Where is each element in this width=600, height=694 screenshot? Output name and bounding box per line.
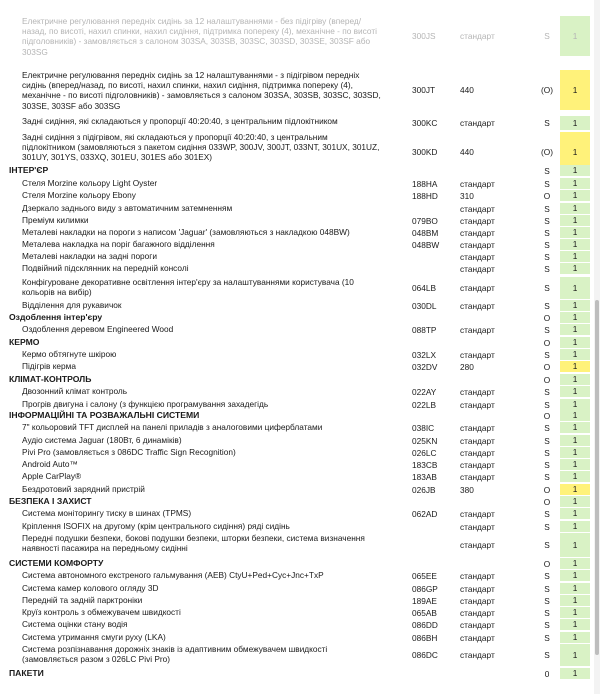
option-description: Двозонний клімат контроль: [22, 386, 128, 396]
option-description: Бездротовий зарядний пристрій: [22, 484, 145, 494]
option-price: стандарт: [460, 283, 495, 293]
table-row: [0, 227, 600, 238]
option-price: стандарт: [460, 471, 495, 482]
table-row: [0, 435, 600, 446]
availability-status: S: [544, 459, 550, 470]
option-price: стандарт: [460, 399, 495, 410]
table-row: [0, 459, 600, 470]
option-price: стандарт: [460, 300, 495, 311]
availability-status: S: [544, 239, 550, 250]
option-flag-cell: 1: [560, 337, 590, 348]
option-flag-cell: 1: [560, 324, 590, 335]
option-description: Android Auto™: [22, 459, 78, 469]
option-flag-cell: 1: [560, 459, 590, 470]
option-description: Дзеркало заднього виду з автоматичним затемненням: [22, 203, 233, 213]
option-price: стандарт: [460, 459, 495, 470]
availability-status: S: [544, 570, 550, 581]
availability-status: S: [544, 607, 550, 618]
availability-status: S: [544, 31, 550, 41]
option-code: 300KD: [412, 147, 438, 157]
option-code: 025KN: [412, 435, 438, 446]
option-flag-cell: 1: [560, 374, 590, 385]
option-flag-cell: 1: [560, 435, 590, 446]
option-code: 062AD: [412, 508, 438, 519]
option-flag-cell: 1: [560, 533, 590, 557]
option-code: 183CB: [412, 459, 438, 470]
option-description: Преміум килимки: [22, 215, 89, 225]
option-description: Прогрів двигуна і салону (з функцією програмування захадегідь: [22, 399, 269, 409]
table-row: [0, 471, 600, 482]
table-row: [0, 447, 600, 458]
availability-status: S: [544, 632, 550, 643]
table-row: [0, 300, 600, 311]
option-code: 086GP: [412, 583, 438, 594]
option-flag-cell: 1: [560, 508, 590, 519]
availability-status: O: [543, 337, 551, 348]
table-row: [0, 484, 600, 495]
section-header-row: [0, 668, 600, 679]
option-code: 188HD: [412, 190, 438, 201]
option-price: стандарт: [460, 251, 495, 262]
option-price: стандарт: [460, 508, 495, 519]
option-description: Кермо обтягнуте шкірою: [22, 349, 117, 359]
option-description: Система моніторингу тиску в шинах (TPMS): [22, 508, 192, 518]
option-flag-cell: 1: [560, 644, 590, 666]
option-flag-cell: 1: [560, 239, 590, 250]
option-flag-cell: 1: [560, 300, 590, 311]
table-row: [0, 595, 600, 606]
section-header-row: [0, 496, 600, 507]
option-description: Підігрів керма: [22, 361, 76, 371]
option-description: Apple CarPlay®: [22, 471, 82, 481]
availability-status: S: [544, 595, 550, 606]
table-row: [0, 215, 600, 226]
option-description: Подвійний підсклянник на передній консолі: [22, 263, 189, 273]
table-row: [0, 190, 600, 201]
option-flag-cell: 1: [560, 215, 590, 226]
option-price: стандарт: [460, 118, 495, 128]
option-flag-cell: 1: [560, 277, 590, 299]
availability-status: S: [544, 300, 550, 311]
availability-status: S: [544, 118, 550, 128]
table-row: [0, 508, 600, 519]
option-code: 086BH: [412, 632, 438, 643]
option-price: 440: [460, 85, 474, 95]
option-code: 300JT: [412, 85, 436, 95]
option-description: Металеві накладки на пороги з написом 'Jaguar' (замовляються з накладкою 048BW): [22, 227, 350, 237]
availability-status: S: [544, 583, 550, 594]
option-flag-cell: 1: [560, 251, 590, 262]
option-price: стандарт: [460, 324, 495, 335]
option-flag-cell: 1: [560, 227, 590, 238]
option-flag-cell: 1: [560, 165, 590, 176]
table-row: [0, 361, 600, 372]
option-flag-cell: 1: [560, 16, 590, 56]
section-title: ІНТЕР'ЄР: [9, 165, 49, 175]
option-price: стандарт: [460, 650, 495, 660]
option-price: стандарт: [460, 215, 495, 226]
option-price: стандарт: [460, 632, 495, 643]
option-price: стандарт: [460, 583, 495, 594]
option-code: 026LC: [412, 447, 437, 458]
availability-status: 0: [544, 668, 550, 679]
availability-status: S: [544, 215, 550, 226]
option-flag-cell: 1: [560, 521, 590, 532]
availability-status: S: [544, 471, 550, 482]
option-flag-cell: 1: [560, 190, 590, 201]
section-title: ПАКЕТИ: [9, 668, 44, 678]
option-description: Система утримання смуги руху (LKA): [22, 632, 166, 642]
option-description: Передній та задній парктроніки: [22, 595, 143, 605]
option-flag-cell: 1: [560, 399, 590, 410]
option-flag-cell: 1: [560, 70, 590, 110]
option-flag-cell: 1: [560, 349, 590, 360]
section-header-row: [0, 312, 600, 323]
option-price: 380: [460, 484, 474, 495]
scrollbar-thumb[interactable]: [595, 300, 599, 655]
option-price: 440: [460, 147, 474, 157]
availability-status: (O): [541, 147, 553, 157]
option-code: 026JB: [412, 484, 436, 495]
option-price: стандарт: [460, 540, 495, 550]
table-row: [0, 349, 600, 360]
option-description: Оздоблення деревом Engineered Wood: [22, 324, 174, 334]
option-price: стандарт: [460, 435, 495, 446]
option-code: 038IC: [412, 422, 435, 433]
option-flag-cell: 1: [560, 447, 590, 458]
table-row: [0, 399, 600, 410]
table-row: [0, 583, 600, 594]
availability-status: S: [544, 508, 550, 519]
option-price: стандарт: [460, 227, 495, 238]
option-flag-cell: 1: [560, 386, 590, 397]
table-row: [0, 607, 600, 618]
table-row: [0, 570, 600, 581]
table-row: [0, 521, 600, 532]
section-title: БЕЗПЕКА І ЗАХИСТ: [9, 496, 92, 506]
table-row: [0, 422, 600, 433]
option-flag-cell: 1: [560, 361, 590, 372]
availability-status: O: [543, 484, 551, 495]
option-code: 065AB: [412, 607, 437, 618]
option-description: Система камер колового огляду 3D: [22, 583, 159, 593]
option-price: стандарт: [460, 178, 495, 189]
option-flag-cell: 1: [560, 410, 590, 421]
availability-status: O: [543, 361, 551, 372]
section-header-row: [0, 374, 600, 385]
section-header-row: [0, 558, 600, 569]
option-description: Аудіо система Jaguar (180Вт, 6 динаміків): [22, 435, 182, 445]
option-price: стандарт: [460, 619, 495, 630]
availability-status: S: [544, 435, 550, 446]
option-code: 022LB: [412, 399, 436, 410]
availability-status: S: [544, 283, 550, 293]
option-description: Задні сидіння, які складаються у пропорції 40:20:40, з центральним підлокітником: [22, 116, 338, 126]
section-title: ІНФОРМАЦІЙНІ ТА РОЗВАЖАЛЬНІ СИСТЕМИ: [9, 410, 200, 420]
option-price: стандарт: [460, 203, 495, 214]
option-flag-cell: 1: [560, 632, 590, 643]
option-flag-cell: 1: [560, 422, 590, 433]
option-code: 022AY: [412, 386, 437, 397]
availability-status: S: [544, 619, 550, 630]
table-row: [0, 239, 600, 250]
option-flag-cell: 1: [560, 263, 590, 274]
option-price: стандарт: [460, 386, 495, 397]
availability-status: S: [544, 650, 550, 660]
availability-status: O: [543, 410, 551, 421]
availability-status: S: [544, 178, 550, 189]
availability-status: O: [543, 558, 551, 569]
option-flag-cell: 1: [560, 583, 590, 594]
option-code: 183AB: [412, 471, 437, 482]
section-title: СИСТЕМИ КОМФОРТУ: [9, 558, 104, 568]
option-description: Стеля Morzine кольору Ebony: [22, 190, 136, 200]
option-code: 064LB: [412, 283, 436, 293]
option-price: 310: [460, 190, 474, 201]
option-description: Система розпізнавання дорожніх знаків із адаптивним обмежувачем швидкості (замовляється разом з 026LC Pivi Pro): [22, 644, 328, 665]
table-row: [0, 533, 600, 557]
option-flag-cell: 1: [560, 496, 590, 507]
availability-status: S: [544, 540, 550, 550]
option-description: Система автономного екстреного гальмування (AEB) CtyU+Ped+Cyc+Jnc+TxP: [22, 570, 324, 580]
option-price: стандарт: [460, 31, 495, 41]
scrollbar[interactable]: [594, 0, 600, 694]
option-flag-cell: 1: [560, 116, 590, 130]
availability-status: O: [543, 374, 551, 385]
section-title: Оздоблення інтер'єру: [9, 312, 103, 322]
availability-status: S: [544, 521, 550, 532]
option-code: 088TP: [412, 324, 437, 335]
option-code: 086DD: [412, 619, 438, 630]
option-code: 032DV: [412, 361, 438, 372]
table-row: [0, 632, 600, 643]
option-description: Круїз контроль з обмежувачем швидкості: [22, 607, 181, 617]
availability-status: O: [543, 496, 551, 507]
option-flag-cell: 1: [560, 203, 590, 214]
availability-status: S: [544, 399, 550, 410]
option-flag-cell: 1: [560, 178, 590, 189]
option-flag-cell: 1: [560, 484, 590, 495]
table-row: [0, 644, 600, 666]
option-code: 048BW: [412, 239, 440, 250]
option-code: 030DL: [412, 300, 437, 311]
section-title: КЛІМАТ-КОНТРОЛЬ: [9, 374, 92, 384]
availability-status: S: [544, 263, 550, 274]
option-flag-cell: 1: [560, 607, 590, 618]
option-price: стандарт: [460, 422, 495, 433]
option-description: Конфігуроване декоративне освітлення інтер'єру за налаштуваннями користувача (10 кольорів на вибір): [22, 277, 354, 298]
availability-status: O: [543, 190, 551, 201]
option-price: стандарт: [460, 239, 495, 250]
option-description: Металева накладка на поріг багажного відділення: [22, 239, 215, 249]
option-description: Задні сидіння з підігрівом, які складаються у пропорції 40:20:40, з центральним підлокітником (замовляються з пакетом сидіння 033WP, 300JV, 300JT, 033NT, 301UX, 301UZ, 301UY, 301YS, 033XQ, 301EU, 301ES або 301EX): [22, 132, 380, 163]
table-row: [0, 203, 600, 214]
table-row: [0, 116, 600, 130]
availability-status: S: [544, 349, 550, 360]
option-code: 300JS: [412, 31, 436, 41]
option-price: стандарт: [460, 607, 495, 618]
option-price: стандарт: [460, 570, 495, 581]
table-row: [0, 277, 600, 299]
option-flag-cell: 1: [560, 312, 590, 323]
option-description: Стеля Morzine кольору Light Oyster: [22, 178, 158, 188]
table-row: [0, 251, 600, 262]
table-row: [0, 263, 600, 274]
option-description: Pivi Pro (замовляється з 086DC Traffic Sign Recognition): [22, 447, 236, 457]
table-row: [0, 324, 600, 335]
option-code: 189AE: [412, 595, 437, 606]
option-description: Електричне регулювання передніх сидінь за 12 налаштуваннями - з підігрівом передніх сидінь (вперед/назад, по висоті, нахил спинки, нахил сидіння, підтримка попереку (4), механічне - по висоті підголовників) - замовляється з салоном 303SA, 303SB, 303SC, 303SD, 303SE, 303SF або 303SG: [22, 70, 381, 111]
option-code: 048BM: [412, 227, 439, 238]
option-price: 280: [460, 361, 474, 372]
option-description: Система оцінки стану водія: [22, 619, 128, 629]
option-description: Кріплення ISOFIX на другому (крім центрального сидіння) ряді сидінь: [22, 521, 290, 531]
option-flag-cell: 1: [560, 570, 590, 581]
option-code: 079BO: [412, 215, 438, 226]
availability-status: S: [544, 324, 550, 335]
option-description: Відділення для рукавичок: [22, 300, 122, 310]
availability-status: O: [543, 312, 551, 323]
option-code: 065EE: [412, 570, 437, 581]
section-header-row: [0, 165, 600, 176]
option-flag-cell: 1: [560, 595, 590, 606]
availability-status: S: [544, 203, 550, 214]
availability-status: S: [544, 227, 550, 238]
availability-status: S: [544, 422, 550, 433]
availability-status: S: [544, 386, 550, 397]
option-price: стандарт: [460, 263, 495, 274]
table-row: [0, 178, 600, 189]
option-flag-cell: 1: [560, 132, 590, 172]
section-header-row: [0, 337, 600, 348]
option-code: 086DC: [412, 650, 438, 660]
option-price: стандарт: [460, 349, 495, 360]
availability-status: S: [544, 165, 550, 176]
option-description: Електричне регулювання передніх сидінь за 12 налаштуваннями - без підігріву (вперед/назад, по висоті, нахил спинки, нахил сидіння, підтримка попереку (4), механічне - по висоті підголовників) - замовляється з салоном 303SA, 303SB, 303SC, 303SD, 303SE, 303SF або 303SG: [22, 16, 377, 57]
option-flag-cell: 1: [560, 619, 590, 630]
availability-status: S: [544, 251, 550, 262]
option-flag-cell: 1: [560, 471, 590, 482]
table-row: [0, 70, 600, 110]
option-price: стандарт: [460, 595, 495, 606]
option-description: Передні подушки безпеки, бокові подушки безпеки, шторки безпеки, система визначення наявності пасажира на передньому сидінні: [22, 533, 365, 554]
option-code: 032LX: [412, 349, 436, 360]
table-row: [0, 16, 600, 56]
option-code: 300KC: [412, 118, 438, 128]
table-row: [0, 386, 600, 397]
availability-status: S: [544, 447, 550, 458]
option-price: стандарт: [460, 447, 495, 458]
option-flag-cell: 1: [560, 668, 590, 679]
option-price: стандарт: [460, 521, 495, 532]
option-flag-cell: 1: [560, 558, 590, 569]
availability-status: (O): [541, 85, 553, 95]
option-description: Металеві накладки на задні пороги: [22, 251, 157, 261]
option-description: 7" кольоровий TFT дисплей на панелі приладів з аналоговими циферблатами: [22, 422, 323, 432]
table-row: [0, 619, 600, 630]
option-code: 188HA: [412, 178, 438, 189]
section-header-row: [0, 410, 600, 421]
section-title: КЕРМО: [9, 337, 40, 347]
